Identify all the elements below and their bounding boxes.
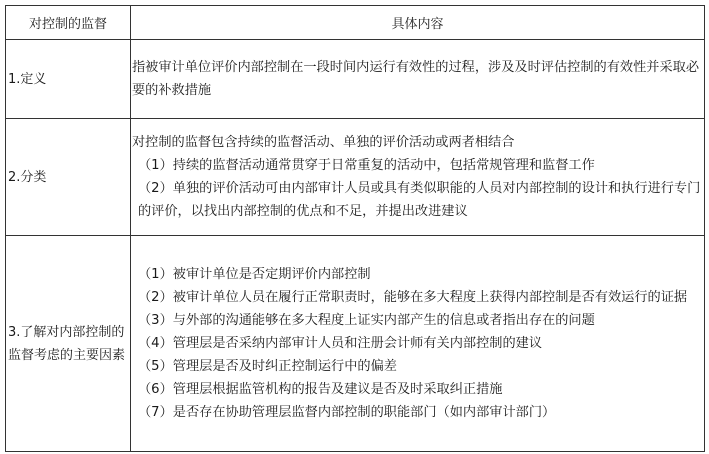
content-line: （2）单独的评价活动可由内部审计人员或具有类似职能的人员对内部控制的设计和执行进行专门的评价，以找出内部控制的优点和不足，并提出改进建议 (138, 181, 701, 219)
table-row (6, 40, 705, 119)
row-content (131, 119, 705, 236)
row-label: 3.了解对内部控制的监督考虑的主要因素 (6, 236, 131, 452)
row-label: 2.分类 (6, 119, 131, 236)
content-line: （6）管理层根据监管机构的报告及建议是否及时采取纠正措施 (138, 382, 503, 397)
content-line: （1）持续的监督活动通常贯穿于日常重复的活动中，包括常规管理和监督工作 (138, 158, 595, 173)
row-content (131, 236, 705, 452)
table-row (6, 119, 705, 236)
content-line: （7）是否存在协助管理层监督内部控制的职能部门（如内部审计部门） (138, 405, 556, 420)
content-line: （2）被审计单位人员在履行正常职责时，能够在多大程度上获得内部控制是否有效运行的证据 (138, 290, 688, 305)
table-row (6, 236, 705, 452)
content-line: （5）管理层是否及时纠正控制运行中的偏差 (138, 359, 397, 374)
header-row (6, 6, 705, 40)
content-line: 对控制的监督包含持续的监督活动、单独的评价活动或两者相结合 (132, 135, 515, 150)
content-line: 指被审计单位评价内部控制在一段时间内运行有效性的过程，涉及及时评估控制的有效性并采取必要的补救措施 (132, 60, 700, 98)
header-col2: 具体内容 (131, 6, 705, 40)
row-label: 1.定义 (6, 40, 131, 119)
row-content (131, 40, 705, 119)
content-line: （1）被审计单位是否定期评价内部控制 (138, 267, 371, 282)
supervision-table (5, 5, 705, 452)
content-line: （4）管理层是否采纳内部审计人员和注册会计师有关内部控制的建议 (138, 336, 543, 351)
header-col1: 对控制的监督 (6, 6, 131, 40)
content-line: （3）与外部的沟通能够在多大程度上证实内部产生的信息或者指出存在的问题 (138, 313, 595, 328)
